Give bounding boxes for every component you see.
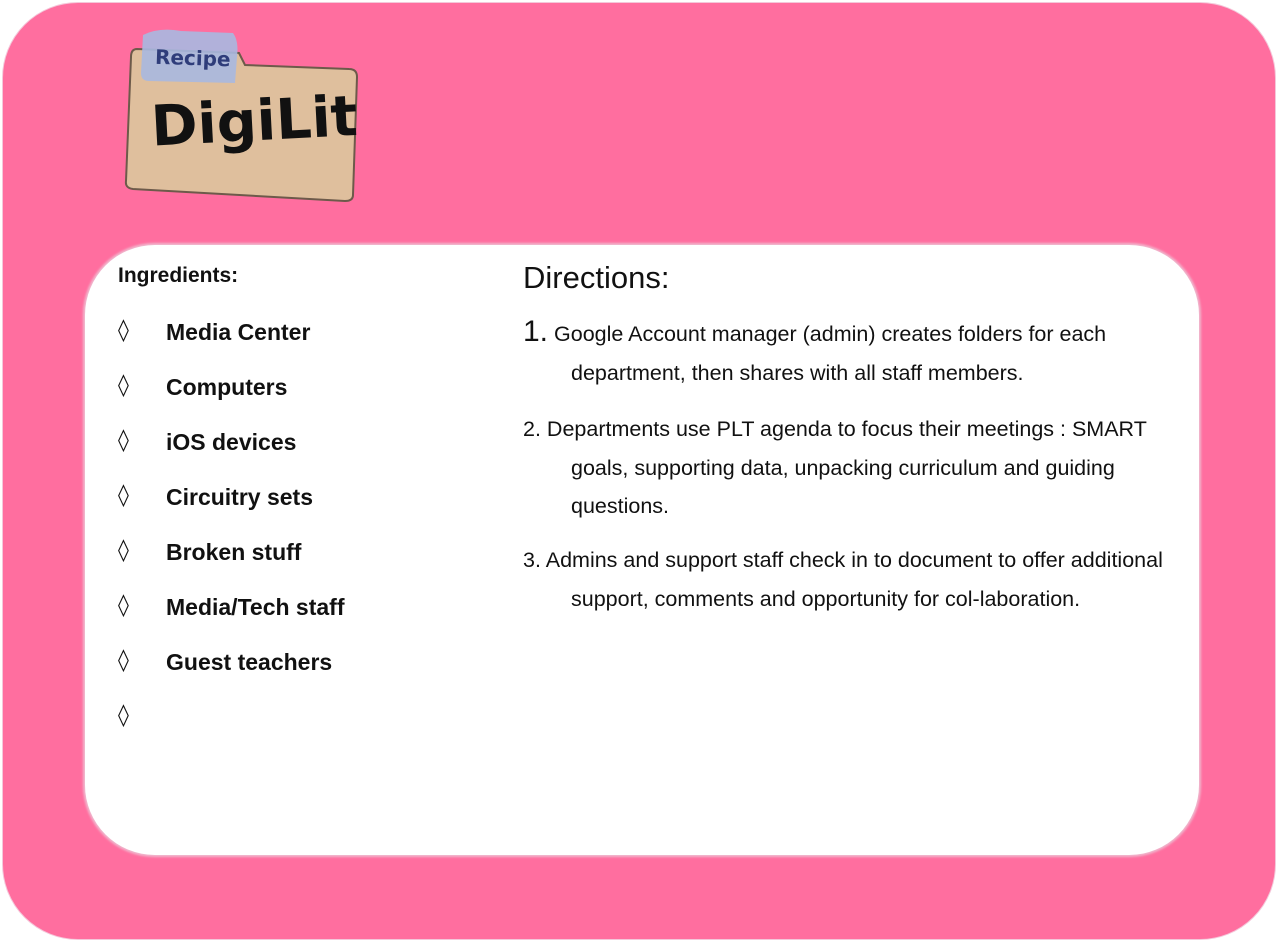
ingredient-label: Circuitry sets <box>166 484 314 510</box>
step-text: Departments use PLT agenda to focus their meetings : SMART goals, supporting data, unpacking curriculum and guiding questions. <box>546 417 1147 518</box>
svg-text:DigiLit: DigiLit <box>149 83 360 160</box>
step-number: 1. <box>523 315 549 348</box>
diamond-bullet-icon: ◊ <box>118 703 129 728</box>
diamond-bullet-icon: ◊ <box>118 373 129 398</box>
directions-heading: Directions: <box>523 260 670 295</box>
step-text: Admins and support staff check in to document to offer additional support, comments and opportunity for col-laboration. <box>545 548 1163 611</box>
direction-step-3 <box>523 541 1191 618</box>
diamond-bullet-icon: ◊ <box>118 593 129 618</box>
ingredients-heading: Ingredients: <box>118 264 239 287</box>
step-number: 3. <box>523 548 541 572</box>
direction-step-2 <box>523 410 1191 526</box>
ingredient-label: Guest teachers <box>166 649 333 675</box>
diamond-bullet-icon: ◊ <box>118 428 129 453</box>
ingredient-label: Computers <box>166 374 288 400</box>
ingredient-label: Media/Tech staff <box>166 594 345 620</box>
diamond-bullet-icon: ◊ <box>118 538 129 563</box>
step-text: Google Account manager (admin) creates folders for each department, then shares with all staff members. <box>554 322 1107 385</box>
digilit-recipe-logo <box>121 23 371 209</box>
ingredient-label: iOS devices <box>166 429 297 455</box>
diamond-bullet-icon: ◊ <box>118 483 129 508</box>
ingredient-label: Broken stuff <box>166 539 302 565</box>
svg-text:Recipe: Recipe <box>154 44 231 72</box>
ingredient-label: Media Center <box>166 319 311 345</box>
diamond-bullet-icon: ◊ <box>118 648 129 673</box>
direction-step-1 <box>523 313 1191 392</box>
diamond-bullet-icon: ◊ <box>118 318 129 343</box>
step-number: 2. <box>523 417 541 441</box>
